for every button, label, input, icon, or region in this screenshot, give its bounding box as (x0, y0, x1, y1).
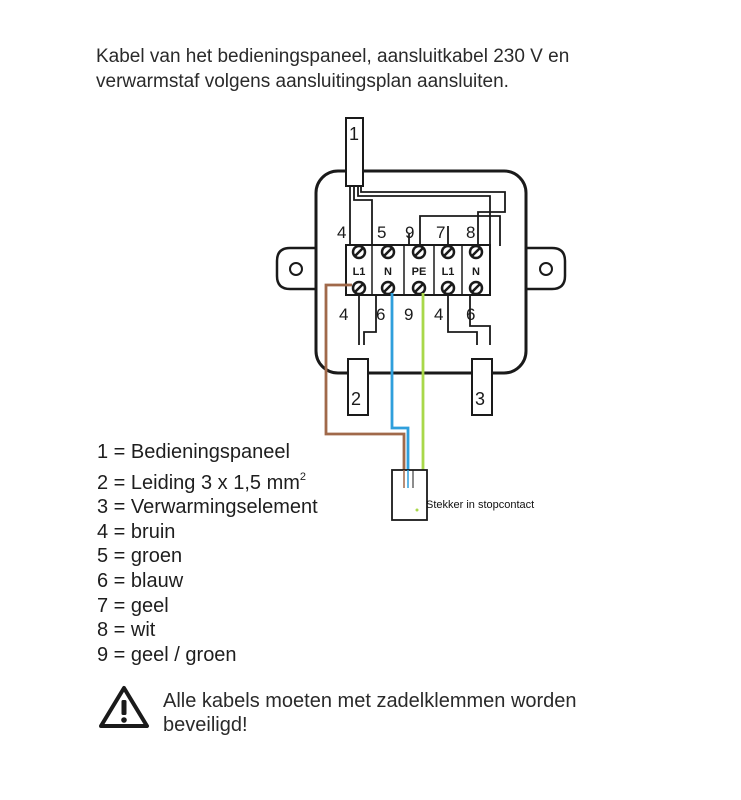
cable-2-label: 2 (351, 389, 362, 409)
legend-num: 1 (97, 441, 109, 463)
legend-num: 2 (97, 471, 109, 494)
legend-num: 9 (97, 643, 109, 666)
bottom-wire-number: 4 (434, 305, 444, 324)
legend-item: 5 = groen (97, 545, 183, 568)
cable-3-label: 3 (475, 389, 486, 409)
intro-line-2: verwarmstaf volgens aansluitingsplan aansluiten. (96, 71, 509, 92)
mounting-hole-left (290, 263, 302, 275)
bottom-wire-number: 9 (404, 305, 414, 324)
top-internal-wires (350, 186, 505, 246)
legend-item: 1 = Bedieningspaneel (97, 441, 290, 463)
bottom-wire-number: 6 (376, 305, 386, 324)
warning-line-2: beveiligd! (163, 714, 248, 736)
legend-item: 3 = Verwarmingselement (97, 496, 318, 519)
legend-text: groen (130, 545, 183, 568)
plug-label: Stekker in stopcontact (426, 499, 535, 511)
legend-num: 3 (97, 496, 109, 519)
warning-line-1: Alle kabels moeten met zadelklemmen worden (163, 690, 577, 712)
warning-icon (98, 684, 150, 730)
terminal-label: L1 (352, 266, 366, 278)
terminal-label: PE (411, 266, 427, 278)
top-wire-number: 9 (405, 223, 415, 242)
terminal-label: N (472, 266, 480, 278)
legend-num: 4 (97, 520, 109, 543)
legend-text: blauw (130, 569, 184, 592)
legend-text: Leiding 3 x 1,5 mm (130, 471, 300, 494)
top-wire-number: 8 (466, 223, 476, 242)
top-wire-number: 4 (337, 223, 347, 242)
mounting-ear-left (277, 248, 316, 289)
terminal-label: N (384, 266, 392, 278)
legend-text: Verwarmingselement (130, 496, 318, 519)
legend-item: 6 = blauw (97, 569, 184, 592)
legend-text: Bedieningspaneel (130, 441, 290, 463)
legend-text: bruin (130, 520, 176, 543)
legend-num: 5 (97, 545, 109, 568)
legend-item: 7 = geel (97, 594, 169, 617)
mounting-ear-right (526, 248, 565, 289)
legend-item: 8 = wit (97, 619, 156, 642)
bottom-wire-number: 4 (339, 305, 349, 324)
legend-text: wit (130, 619, 156, 642)
legend-item: 2 = Leiding 3 x 1,5 $mm^2$ (97, 470, 307, 494)
terminal-label: L1 (441, 266, 455, 278)
plug-dot (416, 509, 419, 512)
legend-item: 9 = geel / groen (97, 643, 237, 666)
mounting-hole-right (540, 263, 552, 275)
top-wire-number: 7 (436, 223, 446, 242)
top-wire-number: 5 (377, 223, 387, 242)
bottom-wire-number: 6 (466, 305, 476, 324)
intro-line-1: Kabel van het bedieningspaneel, aansluitkabel 230 V en (96, 46, 570, 67)
legend (97, 440, 318, 667)
legend-num: 7 (97, 594, 109, 617)
warning-text (163, 689, 577, 737)
cable-1-label: 1 (349, 124, 360, 144)
legend-text: geel (130, 594, 169, 617)
legend-superscript: 2 (299, 470, 307, 483)
legend-num: 8 (97, 619, 109, 642)
legend-item: 4 = bruin (97, 520, 176, 543)
legend-text: geel / groen (130, 643, 237, 666)
legend-num: 6 (97, 569, 109, 592)
plug-box (392, 470, 427, 520)
